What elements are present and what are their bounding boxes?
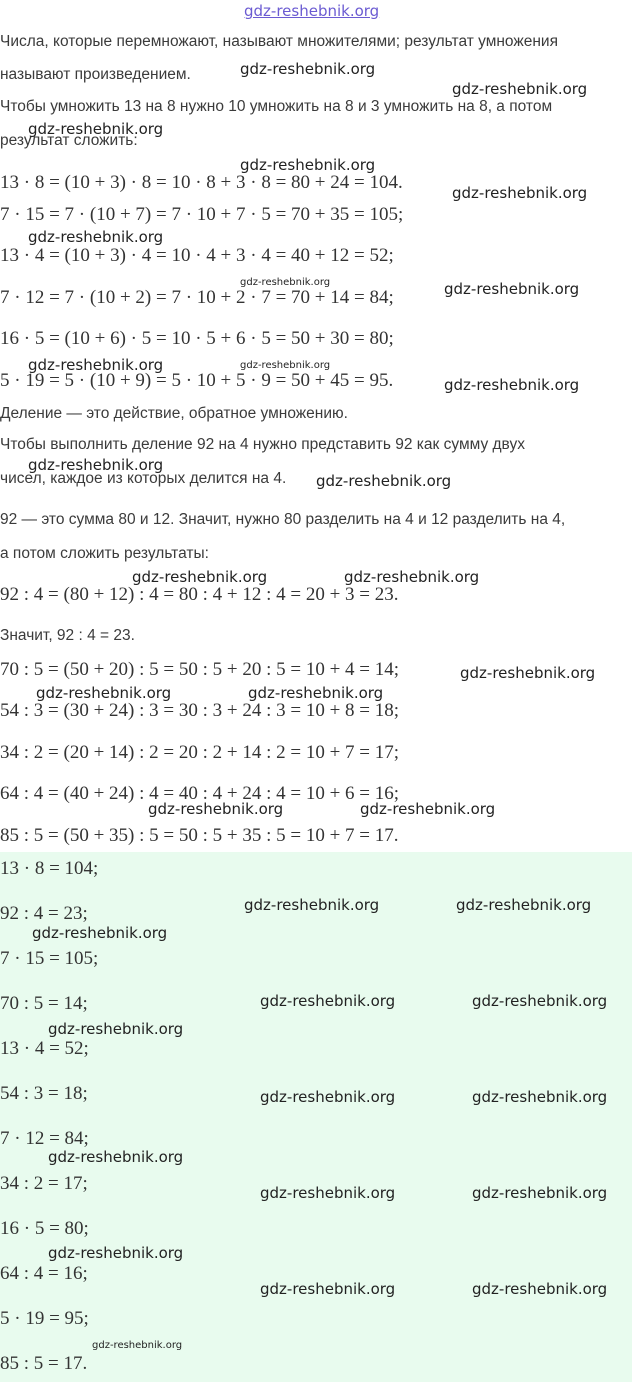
watermark-text: gdz-reshebnik.org [472, 1088, 608, 1106]
answer-line: 5 · 19 = 95; [0, 1308, 89, 1329]
formula-line: 34 : 2 = (20 + 14) : 2 = 20 : 2 + 14 : 2 = 10 + 7 = 17; [0, 742, 400, 763]
answer-line: 13 · 8 = 104; [0, 858, 99, 879]
watermark-text: gdz-reshebnik.org [92, 1340, 183, 1351]
answer-line: 34 : 2 = 17; [0, 1173, 88, 1194]
watermark-text: gdz-reshebnik.org [28, 356, 164, 374]
answer-line: 70 : 5 = 14; [0, 993, 88, 1014]
watermark-text: gdz-reshebnik.org [28, 120, 164, 138]
watermark-text: gdz-reshebnik.org [444, 376, 580, 394]
formula-line: 64 : 4 = (40 + 24) : 4 = 40 : 4 + 24 : 4 = 10 + 6 = 16; [0, 783, 400, 804]
watermark-text: gdz-reshebnik.org [452, 184, 588, 202]
formula-line: 13 · 4 = (10 + 3) · 4 = 10 · 4 + 3 · 4 = 40 + 12 = 52; [0, 245, 394, 266]
answer-line: 64 : 4 = 16; [0, 1263, 88, 1284]
paragraph-line: Числа, которые перемножают, называют множителями; результат умножения [0, 33, 558, 50]
answer-line: 7 · 15 = 105; [0, 948, 99, 969]
formula-line: 13 · 8 = (10 + 3) · 8 = 10 · 8 + 3 · 8 = 80 + 24 = 104. [0, 172, 403, 193]
watermark-text: gdz-reshebnik.org [132, 568, 268, 586]
paragraph-line: Чтобы умножить 13 на 8 нужно 10 умножить на 8 и 3 умножить на 8, а потом [0, 98, 553, 115]
answer-line: 13 · 4 = 52; [0, 1038, 89, 1059]
watermark-text: gdz-reshebnik.org [48, 1020, 184, 1038]
watermark-text: gdz-reshebnik.org [240, 277, 331, 288]
paragraph-line: Деление — это действие, обратное умножению. [0, 405, 348, 422]
watermark-text: gdz-reshebnik.org [360, 800, 496, 818]
watermark-text: gdz-reshebnik.org [472, 992, 608, 1010]
watermark-text: gdz-reshebnik.org [460, 664, 596, 682]
watermark-text: gdz-reshebnik.org [260, 1280, 396, 1298]
watermark-text: gdz-reshebnik.org [452, 80, 588, 98]
watermark-text: gdz-reshebnik.org [240, 360, 331, 371]
watermark-text: gdz-reshebnik.org [344, 568, 480, 586]
formula-line: 7 · 12 = 7 · (10 + 2) = 7 · 10 + 2 · 7 = 70 + 14 = 84; [0, 287, 394, 308]
formula-line: 54 : 3 = (30 + 24) : 3 = 30 : 3 + 24 : 3 = 10 + 8 = 18; [0, 700, 400, 721]
watermark-text: gdz-reshebnik.org [472, 1184, 608, 1202]
watermark-text: gdz-reshebnik.org [316, 472, 452, 490]
watermark-text: gdz-reshebnik.org [28, 456, 164, 474]
paragraph-line: результат сложить: [0, 132, 138, 149]
answer-line: 7 · 12 = 84; [0, 1128, 89, 1149]
answer-line: 85 : 5 = 17. [0, 1353, 88, 1374]
paragraph-line: а потом сложить результаты: [0, 545, 209, 562]
watermark-text: gdz-reshebnik.org [444, 280, 580, 298]
formula-line: 92 : 4 = (80 + 12) : 4 = 80 : 4 + 12 : 4 = 20 + 3 = 23. [0, 584, 399, 605]
formula-line: 16 · 5 = (10 + 6) · 5 = 10 · 5 + 6 · 5 = 50 + 30 = 80; [0, 328, 394, 349]
answer-line: 16 · 5 = 80; [0, 1218, 89, 1239]
watermark-text: gdz-reshebnik.org [240, 60, 376, 78]
answer-line: 54 : 3 = 18; [0, 1083, 88, 1104]
watermark-text: gdz-reshebnik.org [456, 896, 592, 914]
watermark-text: gdz-reshebnik.org [48, 1148, 184, 1166]
formula-line: 7 · 15 = 7 · (10 + 7) = 7 · 10 + 7 · 5 = 70 + 35 = 105; [0, 204, 404, 225]
watermark-text: gdz-reshebnik.org [36, 684, 172, 702]
formula-line: 70 : 5 = (50 + 20) : 5 = 50 : 5 + 20 : 5 = 10 + 4 = 14; [0, 659, 400, 680]
watermark-text: gdz-reshebnik.org [28, 228, 164, 246]
watermark-text: gdz-reshebnik.org [32, 924, 168, 942]
watermark-text: gdz-reshebnik.org [260, 1088, 396, 1106]
watermark-text: gdz-reshebnik.org [48, 1244, 184, 1262]
watermark-text: gdz-reshebnik.org [148, 800, 284, 818]
paragraph-line: Чтобы выполнить деление 92 на 4 нужно представить 92 как сумму двух [0, 436, 525, 453]
watermark-text: gdz-reshebnik.org [260, 992, 396, 1010]
paragraph-line: 92 — это сумма 80 и 12. Значит, нужно 80 разделить на 4 и 12 разделить на 4, [0, 511, 566, 528]
paragraph-line: Значит, 92 : 4 = 23. [0, 627, 135, 644]
formula-line: 5 · 19 = 5 · (10 + 9) = 5 · 10 + 5 · 9 = 50 + 45 = 95. [0, 370, 394, 391]
watermark-text: gdz-reshebnik.org [244, 896, 380, 914]
watermark-text: gdz-reshebnik.org [240, 156, 376, 174]
watermark-text: gdz-reshebnik.org [248, 684, 384, 702]
paragraph-line: называют произведением. [0, 66, 191, 83]
answer-line: 92 : 4 = 23; [0, 903, 88, 924]
formula-line: 85 : 5 = (50 + 35) : 5 = 50 : 5 + 35 : 5 = 10 + 7 = 17. [0, 825, 399, 846]
paragraph-line: чисел, каждое из которых делится на 4. [0, 470, 287, 487]
watermark-text: gdz-reshebnik.org [472, 1280, 608, 1298]
watermark-header-link[interactable]: gdz-reshebnik.org [244, 2, 380, 20]
watermark-text: gdz-reshebnik.org [260, 1184, 396, 1202]
